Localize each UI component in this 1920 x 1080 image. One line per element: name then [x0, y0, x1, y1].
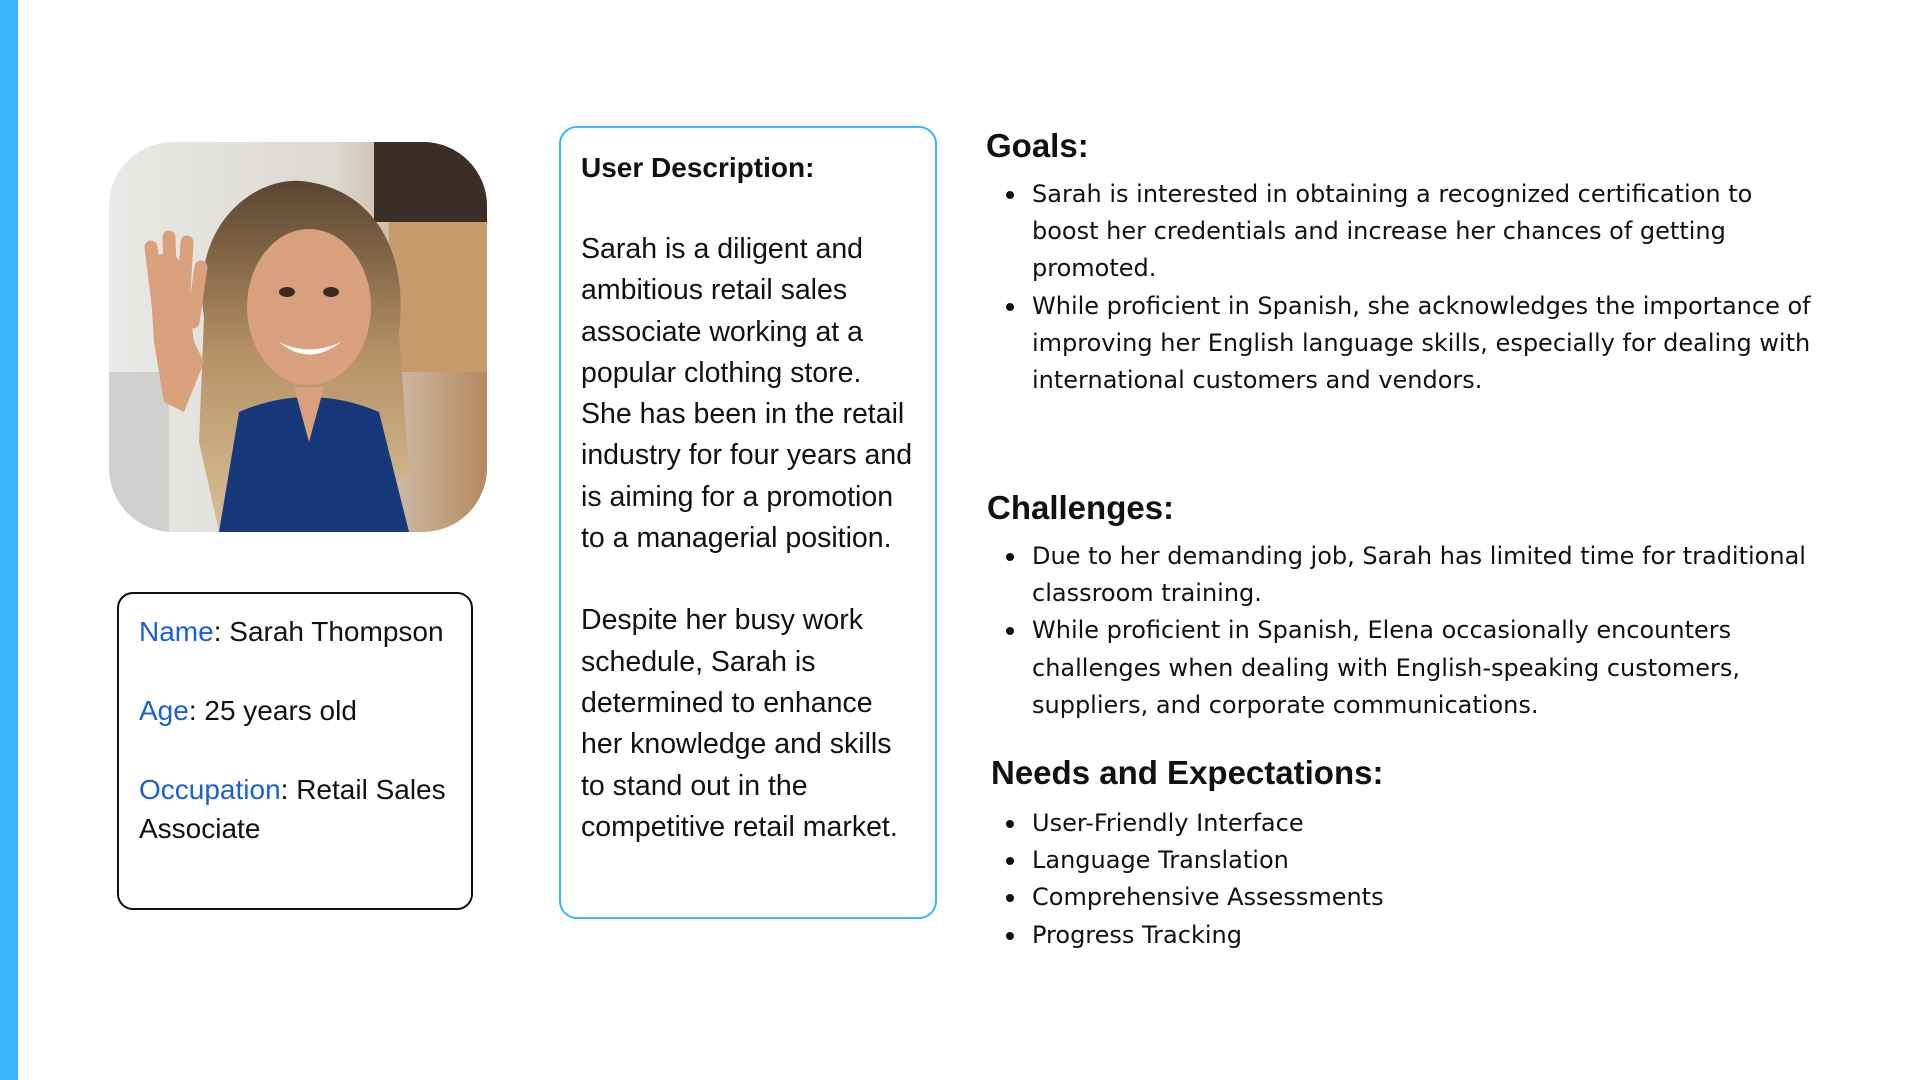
goal-item: Sarah is interested in obtaining a recognized certification to boost her credentials and increase her chances of getting promoted. — [986, 176, 1826, 288]
occupation-label: Occupation — [139, 774, 281, 805]
user-description-title: User Description: — [581, 152, 815, 183]
need-item: Language Translation — [986, 842, 1826, 879]
need-item: User-Friendly Interface — [986, 805, 1826, 842]
user-description-card — [559, 126, 937, 919]
profile-photo — [109, 142, 487, 532]
profile-photo-illustration — [109, 142, 487, 532]
profile-info-card — [117, 592, 473, 910]
age-label: Age — [139, 695, 189, 726]
age-value: : 25 years old — [188, 695, 357, 726]
challenge-item: Due to her demanding job, Sarah has limited time for traditional classroom training. — [986, 538, 1826, 612]
challenges-list — [986, 538, 1826, 724]
age-row — [139, 691, 451, 730]
need-item: Comprehensive Assessments — [986, 879, 1826, 916]
needs-list — [986, 805, 1826, 954]
goal-item: While proficient in Spanish, she acknowledges the importance of improving her English language skills, especially for dealing with international customers and vendors. — [986, 288, 1826, 400]
name-value: : Sarah Thompson — [213, 616, 444, 647]
name-label: Name — [139, 616, 214, 647]
accent-bar — [0, 0, 18, 1080]
occupation-row — [139, 770, 451, 848]
goals-title: Goals: — [986, 127, 1089, 164]
description-paragraph: Sarah is a diligent and ambitious retail sales associate working at a popular clothing store. She has been in the retail industry for four years and is aiming for a promotion to a managerial position. — [581, 233, 913, 555]
name-row — [139, 612, 451, 651]
need-item: Progress Tracking — [986, 917, 1826, 954]
goals-list — [986, 176, 1826, 399]
description-paragraph: Despite her busy work schedule, Sarah is determined to enhance her knowledge and skills to stand out in the competitive retail market. — [581, 604, 898, 843]
challenge-item: While proficient in Spanish, Elena occasionally encounters challenges when dealing with English-speaking customers, suppliers, and corporate communications. — [986, 612, 1826, 724]
challenges-title: Challenges: — [987, 489, 1175, 526]
occupation-value: : Retail Sales Associate — [139, 774, 446, 844]
needs-title: Needs and Expectations: — [991, 754, 1384, 791]
